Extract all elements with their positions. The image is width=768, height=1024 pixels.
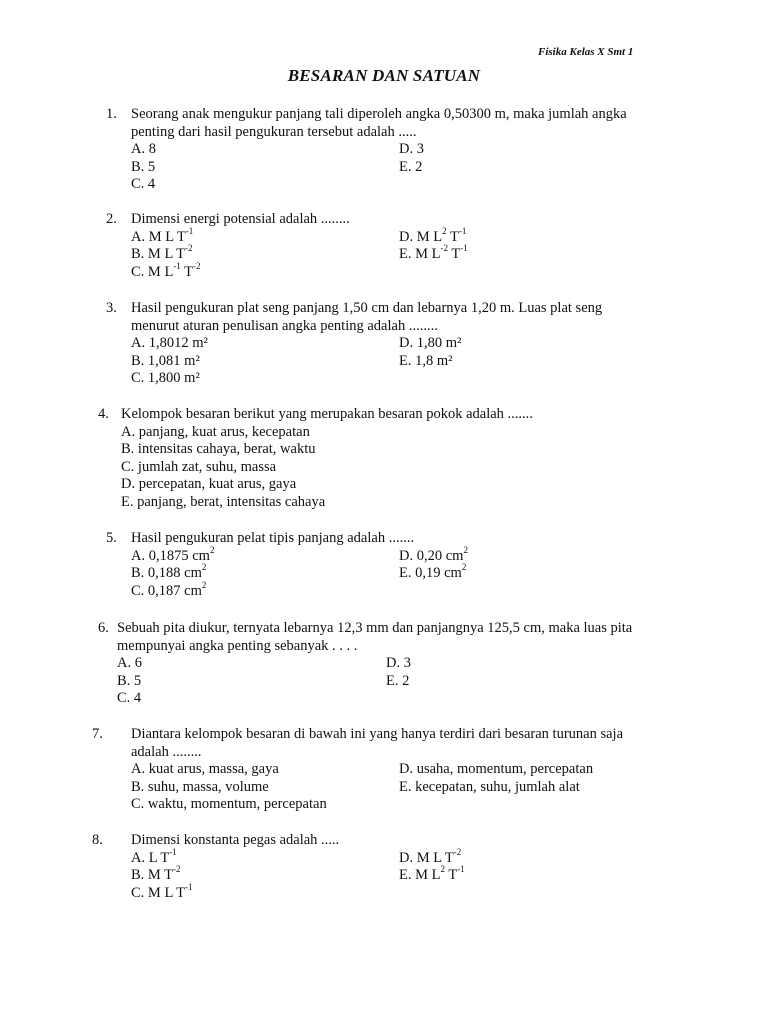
option-e-text: E. M L: [399, 867, 441, 883]
exponent: 2: [440, 864, 445, 875]
option-d: D. percepatan, kuat arus, gaya: [121, 476, 297, 492]
option-e: [399, 864, 465, 885]
option-c: [131, 579, 207, 601]
exponent: -1: [457, 864, 465, 875]
exponent: -1: [169, 846, 177, 857]
option-c: C. jumlah zat, suhu, massa: [121, 458, 277, 475]
question-number: 6.: [98, 620, 109, 636]
option-c: [131, 260, 201, 282]
question-7: [0, 726, 768, 814]
option-a: A. 1,8012 m²: [131, 335, 208, 351]
option-e: E. kecepatan, suhu, jumlah alat: [399, 778, 580, 795]
option-e: E. 1,8 m²: [399, 352, 453, 369]
question-number: 5.: [106, 530, 117, 546]
course-label: Fisika Kelas X Smt 1: [538, 46, 634, 58]
option-d: [399, 225, 467, 247]
question-text-line: Dimensi konstanta pegas adalah .....: [131, 832, 340, 848]
exponent: 2: [461, 562, 467, 573]
exponent: 2: [442, 225, 447, 236]
option-c-text: C. M L T: [131, 884, 185, 901]
exponent: 2: [201, 579, 207, 590]
option-d-mid: T: [446, 228, 459, 245]
option-a: A. 8: [131, 141, 156, 157]
option-e-mid: T: [444, 867, 458, 883]
question-text-line: Seorang anak mengukur panjang tali diperoleh angka 0,50300 m, maka jumlah angka: [131, 106, 627, 122]
option-b: B. suhu, massa, volume: [131, 778, 269, 795]
question-4: [0, 406, 768, 511]
option-e: [399, 562, 467, 583]
option-a: A. kuat arus, massa, gaya: [131, 761, 279, 777]
question-text-line: Kelompok besaran berikut yang merupakan besaran pokok adalah .......: [121, 406, 533, 422]
option-b: B. 5: [131, 158, 156, 175]
exponent: -1: [185, 225, 194, 236]
question-8: [0, 832, 768, 902]
option-e: E. 2: [399, 158, 423, 175]
option-c-text: C. 0,187 cm: [131, 582, 202, 599]
option-b-text: B. M T: [131, 867, 174, 883]
option-d-text: D. M L T: [399, 849, 454, 866]
option-a: A. 6: [117, 655, 142, 671]
exponent: -1: [458, 225, 467, 236]
question-6: [0, 620, 768, 708]
option-a: [131, 846, 177, 868]
option-d: D. 3: [386, 655, 411, 671]
option-c: C. 4: [117, 690, 142, 706]
option-b: B. intensitas cahaya, berat, waktu: [121, 441, 316, 457]
option-c: C. 1,800 m²: [131, 370, 200, 386]
option-a-text: A. 0,1875 cm: [131, 547, 210, 564]
question-text-line: Diantara kelompok besaran di bawah ini yang hanya terdiri dari besaran turunan saja: [131, 726, 624, 742]
question-text-line: Sebuah pita diukur, ternyata lebarnya 12,3 mm dan panjangnya 125,5 cm, maka luas pita: [117, 620, 633, 636]
option-b: B. 1,081 m²: [131, 352, 200, 369]
option-e-text: E. 0,19 cm: [399, 565, 462, 581]
question-number: 1.: [106, 106, 117, 122]
option-c-text: C. M L: [131, 263, 174, 280]
question-5: [0, 530, 768, 600]
option-b: [131, 243, 193, 264]
option-b: [131, 562, 207, 583]
option-c: [131, 881, 193, 903]
exponent: -1: [173, 260, 181, 271]
option-c: C. waktu, momentum, percepatan: [131, 796, 327, 812]
exponent: -1: [184, 881, 193, 892]
option-e: [399, 243, 468, 264]
question-number: 7.: [92, 726, 103, 742]
question-text-line: adalah ........: [131, 743, 202, 760]
option-d-text: D. M L: [399, 228, 443, 245]
question-number: 4.: [98, 406, 109, 422]
exponent: -2: [440, 243, 448, 254]
question-text-line: Hasil pengukuran plat seng panjang 1,50 cm dan lebarnya 1,20 m. Luas plat seng: [131, 300, 603, 316]
question-text-line: Dimensi energi potensial adalah ........: [131, 211, 350, 227]
question-text-line: mempunyai angka penting sebanyak . . . .: [117, 637, 358, 654]
question-1: [0, 106, 768, 194]
option-d: [399, 846, 462, 868]
question-number: 8.: [92, 832, 103, 848]
option-d: D. usaha, momentum, percepatan: [399, 761, 594, 777]
option-a: [131, 225, 194, 247]
option-d: D. 1,80 m²: [399, 335, 462, 351]
option-a-text: A. M L T: [131, 228, 186, 245]
option-a-text: A. L T: [131, 849, 170, 866]
question-2: [0, 211, 768, 281]
option-d-text: D. 0,20 cm: [399, 547, 464, 564]
option-b: [131, 864, 181, 885]
page-title: BESARAN DAN SATUAN: [287, 66, 481, 85]
exponent: 2: [463, 544, 468, 555]
exponent: 2: [201, 562, 207, 573]
option-a: A. panjang, kuat arus, kecepatan: [121, 423, 310, 440]
option-e: E. 2: [386, 672, 410, 689]
question-text-line: penting dari hasil pengukuran tersebut adalah .....: [131, 123, 417, 140]
option-b-text: B. 0,188 cm: [131, 565, 202, 581]
question-3: [0, 300, 768, 388]
question-number: 3.: [106, 300, 117, 316]
exponent: -1: [460, 243, 468, 254]
option-b-text: B. M L T: [131, 246, 185, 262]
option-c-mid: T: [180, 263, 194, 280]
option-d: [399, 544, 468, 566]
exponent: -2: [184, 243, 193, 254]
option-e-text: E. M L: [399, 246, 441, 262]
question-text-line: menurut aturan penulisan angka penting adalah ........: [131, 317, 438, 334]
option-b: B. 5: [117, 672, 142, 689]
option-d: D. 3: [399, 141, 424, 157]
option-e: E. panjang, berat, intensitas cahaya: [121, 493, 326, 510]
option-c: C. 4: [131, 176, 156, 192]
exponent: -2: [193, 260, 201, 271]
question-text-line: Hasil pengukuran pelat tipis panjang adalah .......: [131, 530, 415, 546]
question-number: 2.: [106, 211, 117, 227]
exponent: -2: [173, 864, 181, 875]
exponent: -2: [453, 846, 462, 857]
option-e-mid: T: [447, 246, 461, 262]
exponent: 2: [209, 544, 215, 555]
